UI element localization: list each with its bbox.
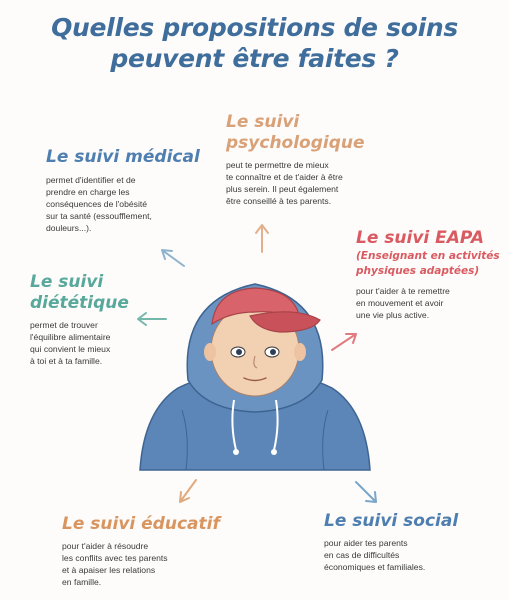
arrow-to-psychologique-icon (253, 222, 271, 254)
arrow-to-educatif-icon (176, 476, 200, 506)
section-medical (46, 147, 200, 234)
eapa-line: pour t'aider à te remettre (356, 286, 450, 296)
medical-line: prendre en charge les (46, 187, 130, 197)
psychologique-heading-1: Le suivi (226, 112, 300, 132)
eapa-line: une vie plus active. (356, 310, 430, 320)
psychologique-heading-2: psychologique (226, 133, 365, 153)
social-description (324, 537, 484, 573)
dietetique-line: l'équilibre alimentaire (30, 332, 111, 342)
medical-heading: Le suivi médical (46, 147, 200, 167)
medical-line: conséquences de l'obésité (46, 199, 148, 209)
right-pupil (270, 349, 276, 355)
eapa-heading: Le suivi EAPA (356, 228, 484, 248)
title-line-1: Quelles propositions de soins (51, 13, 458, 42)
left-ear (204, 343, 216, 361)
eapa-subtitle-2: physiques adaptées) (356, 265, 480, 277)
dietetique-heading-2: diététique (30, 293, 129, 313)
educatif-line: les conflits avec tes parents (62, 553, 168, 563)
social-heading: Le suivi social (324, 511, 459, 531)
section-educatif (62, 514, 232, 588)
educatif-heading: Le suivi éducatif (62, 514, 220, 534)
dietetique-line: permet de trouver (30, 320, 98, 330)
page-title (0, 12, 509, 74)
medical-description (46, 174, 196, 234)
eapa-subtitle-1: (Enseignant en activités (356, 250, 500, 262)
section-social (324, 511, 484, 573)
title-line-2: peuvent être faites ? (110, 44, 399, 73)
educatif-line: pour t'aider à résoudre (62, 541, 149, 551)
social-line: pour aider tes parents (324, 538, 408, 548)
medical-line: permet d'identifier et de (46, 175, 136, 185)
psychologique-description (226, 159, 386, 207)
teen-character-illustration (130, 260, 380, 475)
psychologique-line: plus serein. Il peut également (226, 184, 339, 194)
left-pupil (236, 349, 242, 355)
eapa-line: en mouvement et avoir (356, 298, 444, 308)
left-string-tip (233, 449, 239, 455)
psychologique-line: être conseillé à tes parents. (226, 196, 332, 206)
medical-line: douleurs...). (46, 223, 92, 233)
arrow-to-social-icon (352, 478, 380, 506)
right-string-tip (271, 449, 277, 455)
educatif-line: en famille. (62, 577, 102, 587)
psychologique-line: peut te permettre de mieux (226, 160, 329, 170)
educatif-line: et à apaiser les relations (62, 565, 156, 575)
section-psychologique (226, 112, 386, 207)
psychologique-line: te connaître et de t'aider à être (226, 172, 343, 182)
right-ear (294, 343, 306, 361)
social-line: économiques et familiales. (324, 562, 426, 572)
dietetique-heading-1: Le suivi (30, 272, 104, 292)
educatif-description (62, 540, 232, 588)
medical-line: sur ta santé (essoufflement, (46, 211, 152, 221)
dietetique-line: qui convient le mieux (30, 344, 111, 354)
social-line: en cas de difficultés (324, 550, 400, 560)
dietetique-line: à toi et à ta famille. (30, 356, 103, 366)
